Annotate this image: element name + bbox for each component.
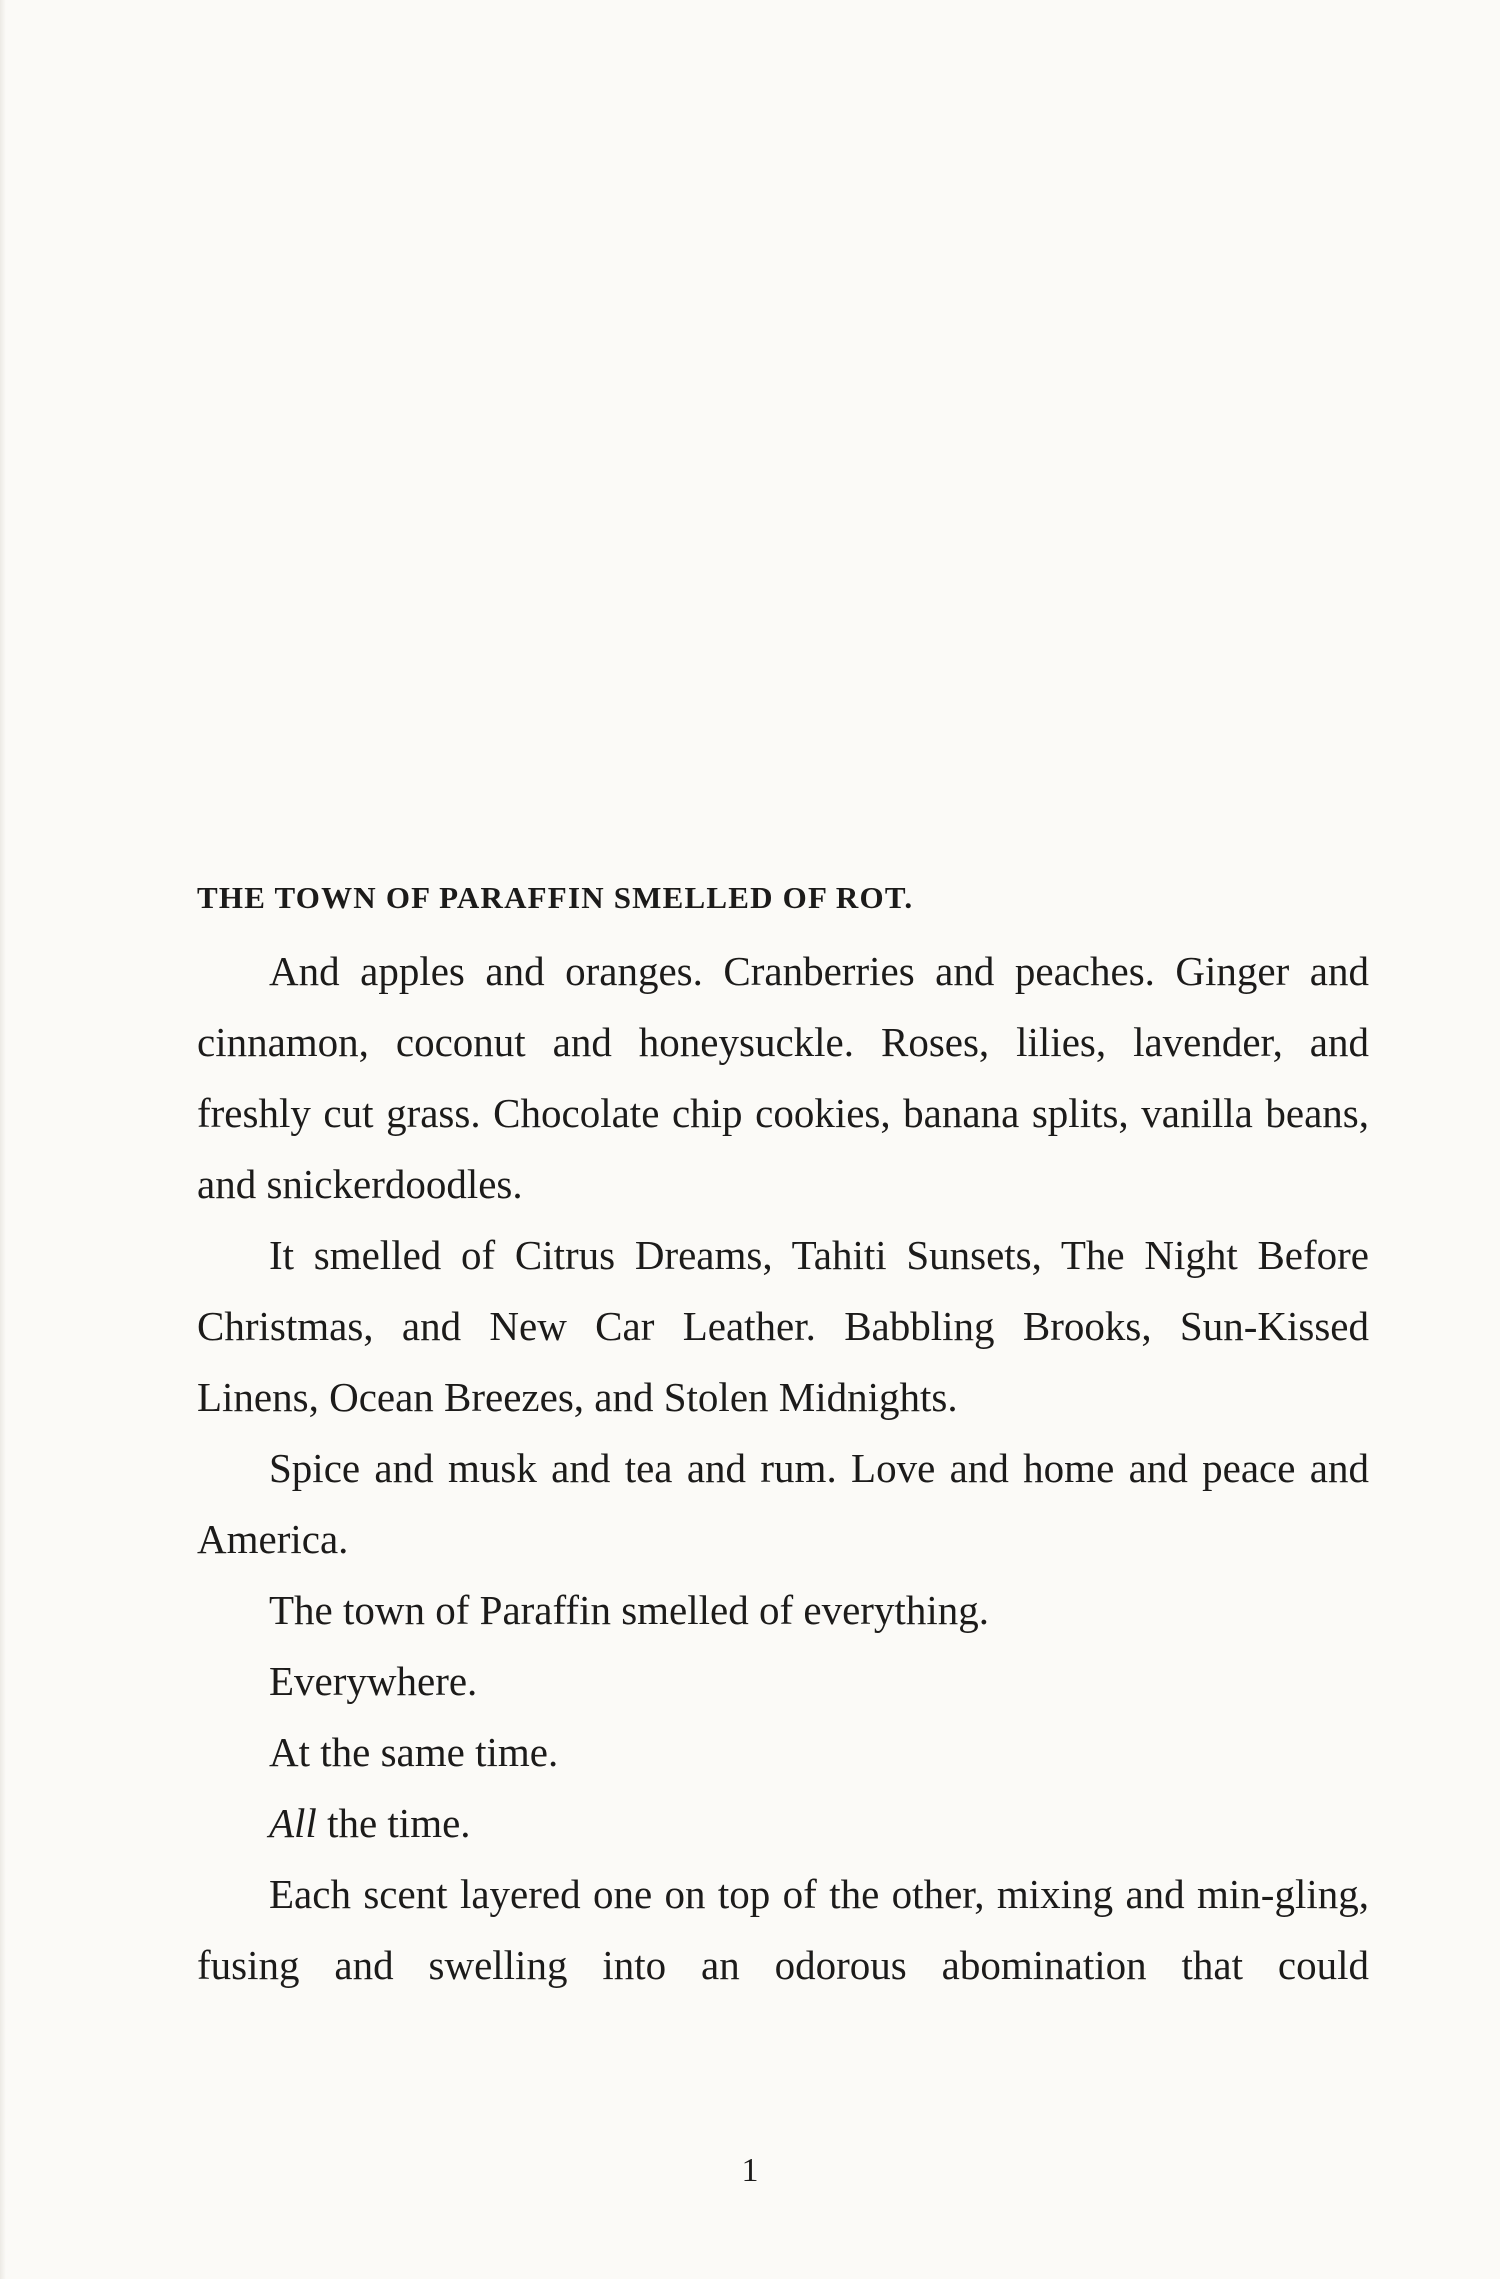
paragraph-everything: The town of Paraffin smelled of everything. (269, 1587, 989, 1633)
page-number: 1 (741, 2152, 759, 2189)
chapter-opening-line: THE TOWN OF PARAFFIN SMELLED OF ROT. (197, 880, 914, 915)
paragraph-each-scent: Each scent layered one on top of the other, mixing and min-gling, fusing and swelling into an odorous abomination that could (197, 1871, 1369, 1988)
paragraph-everywhere: Everywhere. (269, 1658, 478, 1704)
body-text (197, 870, 1369, 2001)
all-the-time-rest: the time. (316, 1800, 471, 1846)
paragraph-named-scents: It smelled of Citrus Dreams, Tahiti Sunsets, The Night Before Christmas, and New Car Leather. Babbling Brooks, Sun-Kissed Linens, Ocean Breezes, and Stolen Midnights. (197, 1232, 1369, 1420)
scan-edge-shadow (0, 0, 6, 2279)
paragraph-spice: Spice and musk and tea and rum. Love and home and peace and America. (197, 1445, 1369, 1562)
emphasis-all: All (269, 1800, 317, 1846)
paragraph-scents: And apples and oranges. Cranberries and peaches. Ginger and cinnamon, coconut and honeysuckle. Roses, lilies, lavender, and freshly cut grass. Chocolate chip cookies, banana splits, vanilla beans, and snickerdoodles. (197, 948, 1369, 1207)
paragraph-same-time: At the same time. (269, 1729, 559, 1775)
paragraph-all-the-time (197, 1788, 1369, 1859)
